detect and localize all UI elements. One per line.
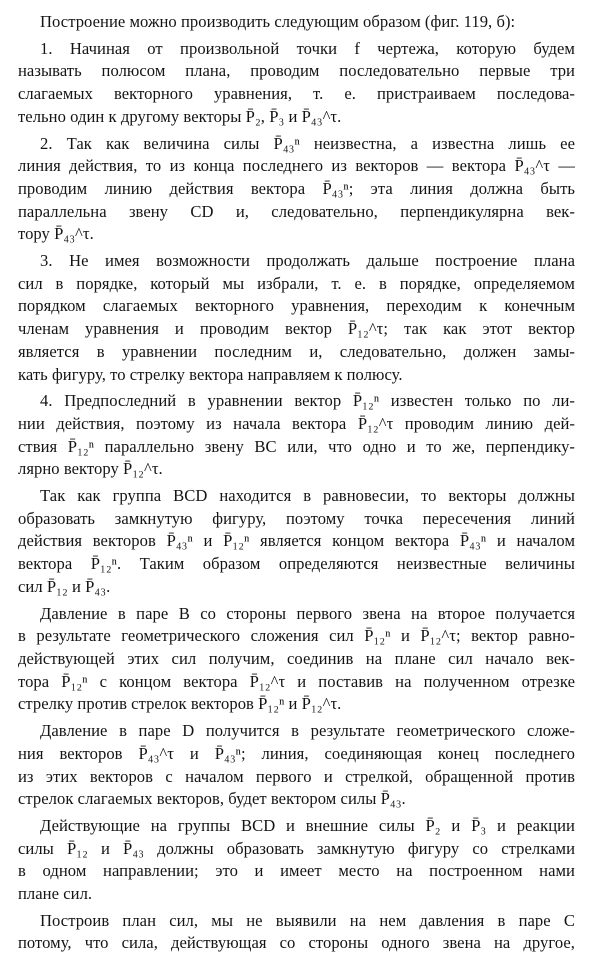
paragraph-pair-d [18, 720, 575, 811]
text-line: ствия P̄₁₂ⁿ параллельно звену BC или, что одно и то же, перпендику- [18, 436, 575, 456]
text-line: образовать замкнутую фигуру, поэтому точка пересечения линий [18, 508, 575, 528]
text-line: называть полюсом плана, проводим последовательно первые три [18, 61, 575, 81]
text-line: 1. Начиная от произвольной точки f чертежа, которую будем [40, 38, 575, 58]
text-line: стрелку против стрелок векторов P̄₁₂ⁿ и P̄₁₂^τ. [18, 694, 342, 714]
text-line: является в уравнении последним и, следовательно, должен замы- [18, 341, 575, 361]
text-line: потому, что сила, действующая со стороны одного звена на другое, [18, 933, 575, 953]
text-line: тора P̄₁₂ⁿ с концом вектора P̄₁₂^τ и поставив на полученном отрезке [18, 671, 575, 691]
text-line: проводим линию действия вектора P̄₄₃ⁿ; эта линия должна быть [18, 178, 575, 198]
paragraph-step-2 [18, 133, 575, 247]
text-line: Построив план сил, мы не выявили на нем давления в паре C [40, 910, 575, 930]
text-line: Построение можно производить следующим образом (фиг. 119, б): [40, 12, 516, 31]
paragraph-intro [18, 11, 575, 34]
text-line: сил P̄₁₂ и P̄₄₃. [18, 576, 111, 596]
text-line: Давление в паре B со стороны первого звена на второе получается [40, 603, 575, 623]
text-line: членам уравнения и проводим вектор P̄₁₂^τ; так как этот вектор [18, 319, 575, 339]
text-line: тору P̄₄₃^τ. [18, 224, 94, 244]
paragraph-closed-figure [18, 815, 575, 906]
paragraph-step-1 [18, 38, 575, 129]
text-line: стрелок слагаемых векторов, будет вектором силы P̄₄₃. [18, 789, 406, 809]
text-line: слагаемых векторного уравнения, т. е. пристраиваем последова- [18, 84, 575, 104]
text-line: действующей этих сил получим, соединив на плане сил начало век- [18, 648, 575, 668]
text-line: Действующие на группы BCD и внешние силы P̄₂ и P̄₃ и реакции [40, 815, 575, 835]
paragraph-pair-c [18, 910, 575, 955]
text-line: кать фигуру, то стрелку вектора направляем к полюсу. [18, 364, 403, 384]
text-line: действия векторов P̄₄₃ⁿ и P̄₁₂ⁿ является концом вектора P̄₄₃ⁿ и началом [18, 531, 575, 551]
text-line: сил в порядке, который мы избрали, т. е. в порядке, определяемом [18, 273, 575, 293]
text-line: лярно вектору P̄₁₂^τ. [18, 459, 163, 479]
text-line: порядком слагаемых векторного уравнения, переходим к конечным [18, 296, 575, 316]
text-line: из этих векторов с началом первого и стрелкой, обращенной против [18, 766, 575, 786]
text-line: в одном направлении; это и имеет место на построенном нами [18, 861, 575, 881]
text-line: Так как группа BCD находится в равновесии, то векторы должны [40, 486, 575, 506]
text-line: линия действия, то из конца последнего из векторов — вектора P̄₄₃^τ — [18, 156, 575, 176]
paragraph-step-4 [18, 390, 575, 481]
paragraph-step-3 [18, 250, 575, 386]
text-line: плане сил. [18, 884, 93, 904]
text-line: 4. Предпоследний в уравнении вектор P̄₁₂ⁿ известен только по ли- [40, 391, 575, 411]
text-line: 3. Не имея возможности продолжать дальше построение плана [40, 251, 575, 271]
text-line: ния векторов P̄₄₃^τ и P̄₄₃ⁿ; линия, соединяющая конец последнего [18, 743, 575, 763]
paragraph-equilibrium [18, 485, 575, 599]
text-line: в результате геометрического сложения сил P̄₁₂ⁿ и P̄₁₂^τ; вектор равно- [18, 626, 575, 646]
text-line: параллельна звену CD и, следовательно, перпендикулярна век- [18, 201, 575, 221]
text-line: Давление в паре D получится в результате геометрического сложе- [40, 721, 575, 741]
paragraph-pair-b [18, 603, 575, 717]
text-line: силы P̄₁₂ и P̄₄₃ должны образовать замкнутую фигуру со стрелками [18, 838, 575, 858]
text-line: нии действия, поэтому из начала вектора P̄₁₂^τ проводим линию дей- [18, 413, 575, 433]
text-line: вектора P̄₁₂ⁿ. Таким образом определяются неизвестные величины [18, 554, 575, 574]
text-line: тельно один к другому векторы P̄₂, P̄₃ и P̄₄₃^τ. [18, 106, 342, 126]
text-line: 2. Так как величина силы P̄₄₃ⁿ неизвестна, а известна лишь ее [40, 133, 575, 153]
